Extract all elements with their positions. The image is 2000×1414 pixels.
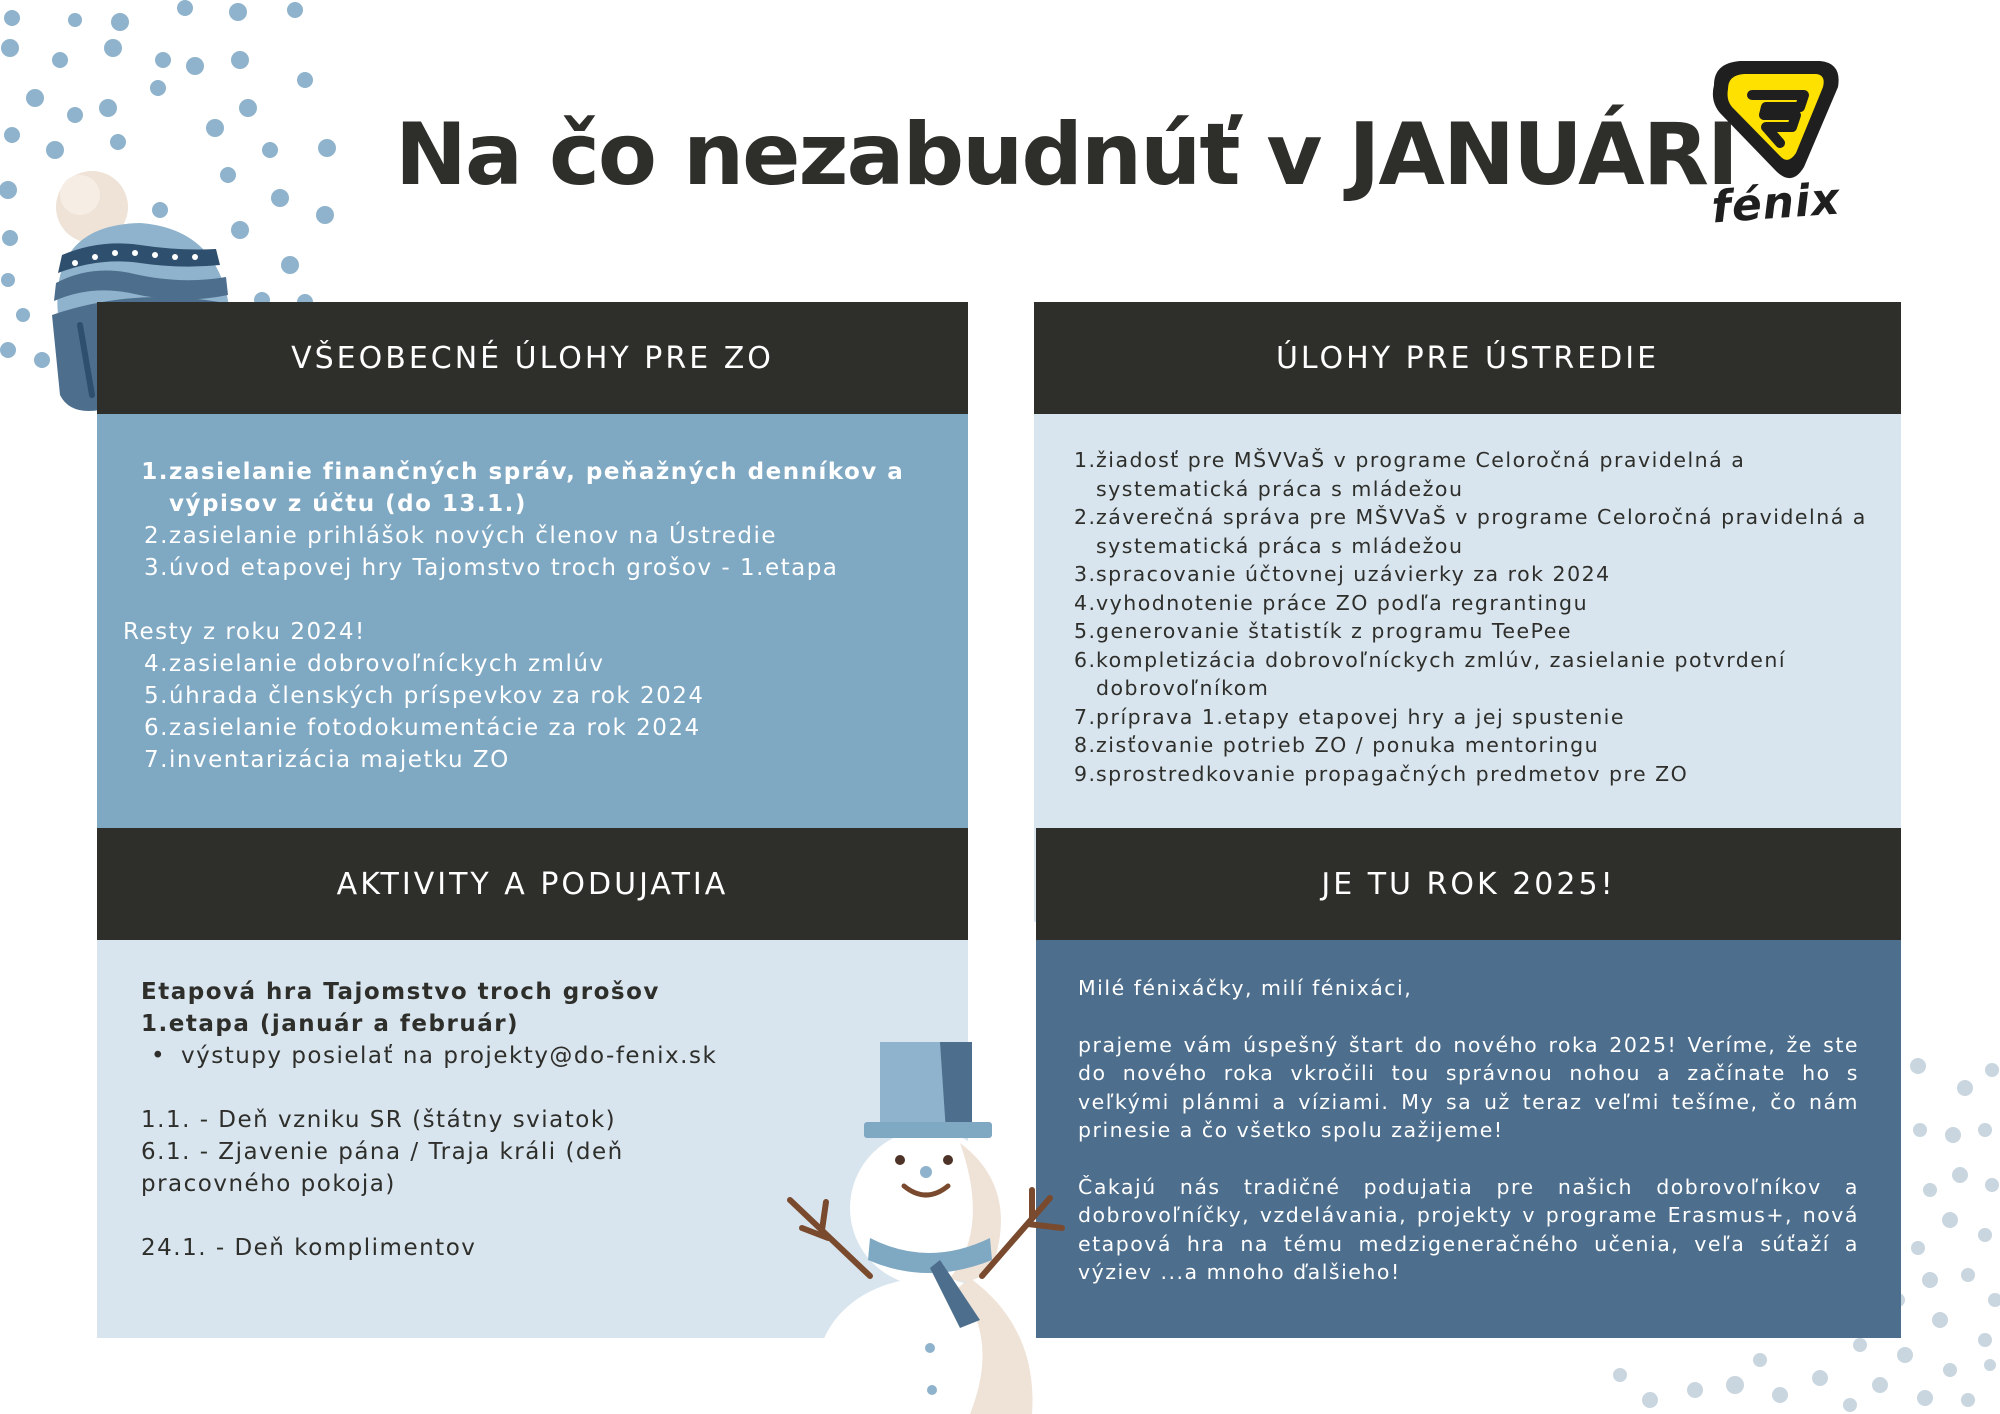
list-item <box>125 712 938 744</box>
list-item-text: sprostredkovanie propagačných predmetov pre ZO <box>1096 761 1689 786</box>
bullet-icon: • <box>151 1043 167 1069</box>
list-item <box>125 744 938 776</box>
list-item-text: žiadosť pre MŠVVaŠ v programe Celoročná pravidelná a systematická práca s mládežou <box>1096 448 1746 501</box>
list-item <box>1074 731 1871 760</box>
general-tasks-list <box>125 456 938 584</box>
central-office-tasks-heading: ÚLOHY PRE ÚSTREDIE <box>1034 302 1901 414</box>
list-item-text: kompletizácia dobrovoľníckych zmlúv, zasielanie potvrdení dobrovoľníkom <box>1096 647 1787 700</box>
list-item <box>1074 646 1871 703</box>
list-item-number: 4. <box>144 651 169 677</box>
event-item: 1.1. - Deň vzniku SR (štátny sviatok) <box>141 1107 617 1133</box>
list-item-text: príprava 1.etapy etapovej hry a jej spustenie <box>1096 704 1625 729</box>
list-item-number: 3. <box>144 555 169 581</box>
new-year-paragraph: Čakajú nás tradičné podujatia pre našich dobrovoľníkov a dobrovoľníčky, vzdelávania, projekty v programe Erasmus+, nová etapová hra na tému medzigeneračného učenia, veľa súťaží a výziev ...a mnoho ďalšieho! <box>1078 1174 1859 1284</box>
fenix-logo-text: fénix <box>1709 173 1843 234</box>
greeting: Milé fénixáčky, milí fénixáci, <box>1078 976 1413 1000</box>
new-year-panel <box>1036 828 1901 1338</box>
list-item-number: 6. <box>144 715 169 741</box>
list-item-number: 6. <box>1074 647 1097 672</box>
list-item-text: úvod etapovej hry Tajomstvo troch grošov - 1.etapa <box>169 555 839 581</box>
list-item-text: generovanie štatistík z programu TeePee <box>1096 619 1572 643</box>
list-item-text: zasielanie dobrovoľníckych zmlúv <box>169 651 605 677</box>
list-item-text: zasielanie finančných správ, peňažných denníkov a výpisov z účtu (do 13.1.) <box>169 459 905 517</box>
leftovers-label: Resty z roku 2024! <box>123 619 366 645</box>
list-item-number: 9. <box>1074 761 1097 786</box>
list-item-text: vyhodnotenie práce ZO podľa regrantingu <box>1096 590 1589 615</box>
page-title: Na čo nezabudnúť v JANUÁRI <box>395 105 1737 205</box>
list-item-text: inventarizácia majetku ZO <box>169 747 510 773</box>
game-title: Etapová hra Tajomstvo troch grošov <box>141 979 660 1005</box>
list-item <box>1074 703 1871 732</box>
list-item-number: 4. <box>1074 590 1097 615</box>
central-office-tasks-list <box>1074 446 1871 788</box>
list-item <box>125 552 938 584</box>
list-item-text: zasielanie fotodokumentácie za rok 2024 <box>169 715 701 741</box>
list-item <box>125 520 938 552</box>
leftovers-list <box>125 648 938 776</box>
game-stage: 1.etapa (január a február) <box>141 1011 520 1037</box>
list-item-number: 8. <box>1074 733 1097 757</box>
list-item <box>125 648 938 680</box>
list-item-number: 1. <box>1074 448 1097 472</box>
list-item-text: záverečná správa pre MŠVVaŠ v programe Celoročná pravidelná a systematická práca s mládežou <box>1096 505 1867 558</box>
activities-heading: AKTIVITY A PODUJATIA <box>97 828 968 940</box>
list-item-text: úhrada členských príspevkov za rok 2024 <box>169 683 705 709</box>
new-year-body <box>1036 940 1901 1338</box>
list-item <box>1074 760 1871 789</box>
general-tasks-heading: VŠEOBECNÉ ÚLOHY PRE ZO <box>97 302 968 414</box>
list-item <box>151 1040 938 1072</box>
list-item <box>1074 589 1871 618</box>
event-item: 6.1. - Zjavenie pána / Traja králi (deň pracovného pokoja) <box>141 1139 624 1197</box>
list-item-number: 3. <box>1074 562 1097 586</box>
new-year-paragraph: prajeme vám úspešný štart do nového roka 2025! Veríme, že ste do nového roka vkročili tou správnou nohou a začínate ho s veľkými plánmi a víziami. My sa už teraz veľmi tešíme, čo nám prinesie a čo všetko spolu zažijeme! <box>1078 1032 1859 1142</box>
list-item <box>125 680 938 712</box>
list-item-number: 7. <box>144 747 169 773</box>
list-item-number: 7. <box>1074 704 1097 729</box>
new-year-heading: JE TU ROK 2025! <box>1036 828 1901 940</box>
list-item-text: zisťovanie potrieb ZO / ponuka mentoringu <box>1096 733 1600 757</box>
list-item <box>1074 560 1871 589</box>
list-item-text: zasielanie prihlášok nových členov na Ústredie <box>169 523 778 549</box>
event-item: 24.1. - Deň komplimentov <box>141 1235 477 1261</box>
list-item-number: 2. <box>1074 505 1097 529</box>
list-item-text: spracovanie účtovnej uzávierky za rok 2024 <box>1096 562 1611 586</box>
submission-note: výstupy posielať na projekty@do-fenix.sk <box>181 1043 718 1069</box>
activities-panel <box>97 828 968 1338</box>
list-item-number: 5. <box>144 683 169 709</box>
list-item-number: 2. <box>144 523 169 549</box>
list-item <box>1074 503 1871 560</box>
list-item-number: 5. <box>1074 619 1097 643</box>
list-item-number: 1. <box>141 459 169 485</box>
activities-body <box>97 940 968 1338</box>
list-item <box>1074 446 1871 503</box>
list-item <box>125 456 938 520</box>
list-item <box>1074 617 1871 646</box>
